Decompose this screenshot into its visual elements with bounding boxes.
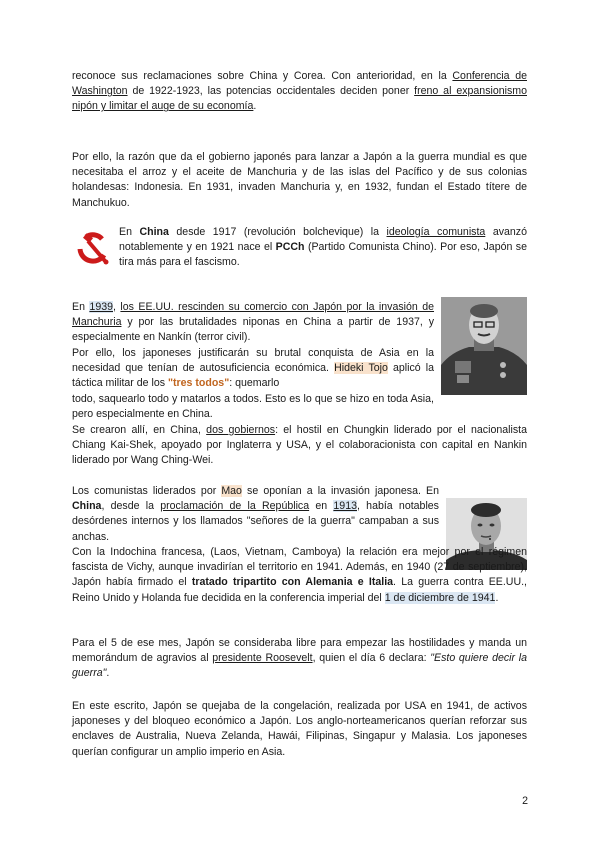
link-eeuu-rescinden[interactable]: los EE.UU. rescinden su comercio con Japón por la invasión de Manchuria	[72, 301, 435, 329]
link-proclamacion-republica[interactable]: proclamación de la República	[160, 500, 310, 513]
link-dos-gobiernos[interactable]: dos gobiernos	[206, 424, 276, 436]
paragraph-washington: reconoce sus reclamaciones sobre China y Corea. Con anterioridad, en la Conferencia de Washington de 1922-1923, las potencias occidentales deciden poner freno al expansionismo nipón y limitar el auge de su economía.	[72, 70, 527, 113]
hammer-sickle-icon	[72, 227, 114, 269]
year-1939: 1939	[89, 301, 113, 313]
highlight-hideki-tojo: Hideki Tojo	[334, 362, 388, 375]
paragraph-china-comunismo: En China desde 1917 (revolución bolchevique) la ideología comunista avanzó notablemente y en 1921 nace el PCCh (Partido Comunista Chino). Por eso, Japón se tira más para el fascismo.	[119, 226, 527, 269]
link-conferencia-washington[interactable]: Conferencia de Washington	[72, 70, 527, 98]
hideki-tojo-photo	[441, 297, 527, 395]
page-number: 2	[522, 795, 528, 807]
paragraph-todo-saquearlo: todo, saquearlo todo y matarlos a todos. Esto es lo que se hizo en toda Asia, pero especialmente en China.	[72, 393, 434, 421]
link-ideologia-comunista[interactable]: ideología comunista	[386, 226, 486, 238]
paragraph-razon-guerra: Por ello, la razón que da el gobierno japonés para lanzar a Japón a la guerra mundial es que necesitaba el arroz y el aceite de Manchuria y de las islas del Pacífico y de sus colonias holandesas: Indonesia. En 1931, invaden Manchuria y, en 1932, fundan el Estado títere de Manchukuo.	[72, 151, 527, 209]
paragraph-indochina: Con la Indochina francesa, (Laos, Vietnam, Camboya) la relación era mejor por el régimen fascista de Vichy, aunque invadirían el territorio en 1941. Además, en 1940 (27 de septiembre), Japón había firmado el tratado tripartito con Alemania e Italia. La guerra contra EE.UU., Reino Unido y Holanda fue decidida en la conferencia imperial del 1 de diciembre de 1941.	[72, 546, 527, 604]
highlight-date: 1 de diciembre de 1941	[384, 591, 496, 604]
paragraph-congelacion: En este escrito, Japón se quejaba de la congelación, realizada por USA en 1941, de activos japoneses y del bloqueo económico a Japón. Los anglo-norteamericanos querían reforzar sus enclaves de Australia, Nueva Zelanda, Hawái, Filipinas, Singapur y Malasia. Los japoneses querían configurar un amplio imperio en Asia.	[72, 700, 527, 758]
year-1913: 1913	[333, 500, 357, 513]
paragraph-roosevelt: Para el 5 de ese mes, Japón se consideraba libre para empezar las hostilidades y manda un memorándum de agravios al presidente Roosevelt, quien el día 6 declara: "Esto quiere decir la guerra".	[72, 637, 527, 680]
tres-todos-label: "tres todos"	[167, 377, 230, 390]
paragraph-mao: Los comunistas liderados por Mao se oponían a la invasión japonesa. En China, desde la proclamación de la República en 1913, había notables desórdenes internos y los llamados "señores de la guerra" campaban a sus anchas.	[72, 485, 439, 543]
paragraph-eeuu-1939: En 1939, los EE.UU. rescinden su comercio con Japón por la invasión de Manchuria y por las brutalidades niponas en China a partir de 1937, y especialmente en Nankín (terror civil).	[72, 301, 435, 344]
link-presidente-roosevelt[interactable]: presidente Roosevelt	[212, 652, 313, 665]
link-freno-expansionismo[interactable]: freno al expansionismo nipón y limitar el auge de su economía	[72, 85, 527, 113]
highlight-mao: Mao	[221, 485, 242, 497]
paragraph-dos-gobiernos: Se crearon allí, en China, dos gobiernos: el hostil en Chungkin liderado por el nacionalista Chiang Kai-Shek, apoyado por Inglaterra y USA, y el colaboracionista con capital en Nankin liderado por Wang Ching-Wei.	[72, 424, 527, 467]
paragraph-tojo: Por ello, los japoneses justificarán su brutal conquista de Asia en la necesidad que tenían de autosuficiencia económica. Hideki Tojo aplicó la táctica militar de los "tres todos": quemarlo	[72, 347, 435, 390]
